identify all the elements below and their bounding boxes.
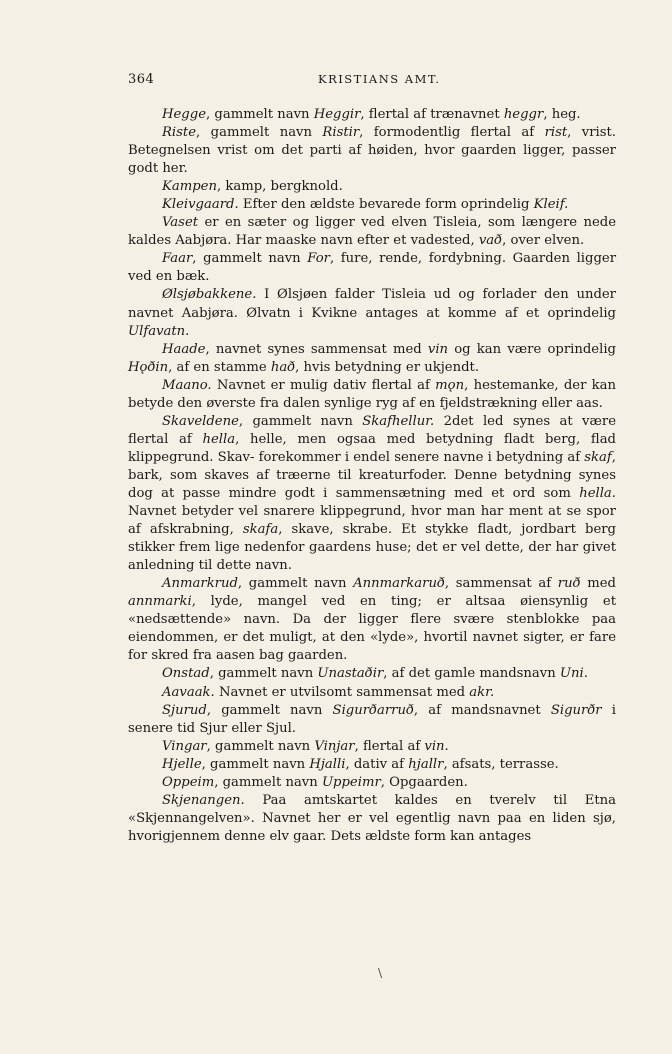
text-run: , hvis betydning er ukjendt. xyxy=(295,359,480,375)
text-run: , afsats, terrasse. xyxy=(443,756,559,772)
italic-term: Heggir xyxy=(313,107,361,122)
italic-term: Annmarkaruð xyxy=(353,576,445,592)
italic-term: hjallr xyxy=(408,756,444,772)
text-run: , skave, skrabe. Et stykke fladt, jordbart berg stikker frem lige nedenfor gaardens huse; det er vel dette, der har givet anledning til dette navn. xyxy=(128,522,616,574)
entry-paragraph xyxy=(128,124,616,178)
text-run: , heg. xyxy=(543,107,581,122)
text-run: Paa amtskartet kaldes en tverelv til Etna «Skjennangelven». Navnet her er vel egentlig navn paa en liden sjø, hvorigjennem denne elv gaar. Dets ældste form kan antages xyxy=(128,792,616,844)
text-run: 2det led synes at være flertal af xyxy=(128,413,616,447)
text-run: , gammelt navn xyxy=(192,251,308,267)
italic-term: Skafhellur. xyxy=(362,413,435,429)
text-run: , lyde, mangel ved en ting; er altsaa øiensynlig et «nedsættende» navn. Da der ligger flere svære stenblokke paa eiendommen, er det muligt, at den «lyde», hvortil navnet sigter, er fare for skred fra aasen bag gaarden. xyxy=(128,594,616,664)
entry-paragraph xyxy=(128,214,616,250)
text-run: , gammelt navn xyxy=(206,702,333,718)
entry-paragraph xyxy=(128,250,616,286)
italic-term: Vinjar xyxy=(314,738,355,754)
italic-term: hað xyxy=(270,359,296,375)
italic-term: Skjenangen. xyxy=(162,792,245,808)
italic-term: Hǫðin xyxy=(128,359,169,375)
italic-term: Uni. xyxy=(559,666,588,682)
text-run: , kamp, bergknold. xyxy=(216,179,343,195)
text-run: med xyxy=(580,576,616,592)
text-run: , gammelt navn xyxy=(214,774,322,790)
italic-term: vað xyxy=(478,233,503,249)
text-run: , af en stamme xyxy=(168,359,271,375)
italic-term: Vaset xyxy=(162,215,199,231)
text-run: I Ølsjøen falder Tisleia ud og forlader den under navnet Aabjøra. Ølvatn i Kvikne antages at komme af et oprindelig xyxy=(128,287,616,321)
italic-term: Unastaðir xyxy=(317,666,384,682)
entry-paragraph xyxy=(128,756,616,774)
text-run: er en sæter og ligger ved elven Tisleia, som længere nede kaldes Aabjøra. Har maaske navn efter et vadested, xyxy=(128,215,616,249)
text-run: , bark, som skaves af træerne til kreaturfoder. Denne betydning synes dog at passe mindre godt i sammensætning med et ord som xyxy=(128,449,616,501)
text-run: , Opgaarden. xyxy=(380,774,468,790)
italic-term: hella. xyxy=(579,485,616,501)
running-title: KRISTIANS AMT. xyxy=(318,72,441,86)
entry-paragraph xyxy=(128,774,616,792)
italic-term: annmarki xyxy=(128,594,192,610)
entry-paragraph xyxy=(128,413,616,575)
entry-paragraph xyxy=(128,665,616,683)
italic-term: Uppeimr xyxy=(321,774,381,790)
italic-term: Haade xyxy=(162,341,206,357)
italic-term: Anmarkrud xyxy=(162,576,238,592)
entry-paragraph xyxy=(128,377,616,413)
italic-term: For xyxy=(307,251,330,267)
italic-term: Hjelle xyxy=(162,756,202,772)
entry-paragraph xyxy=(128,341,616,377)
text-run: , over elven. xyxy=(502,233,585,249)
italic-term: Vingar xyxy=(162,738,207,754)
text-run: , gammelt navn xyxy=(238,413,363,429)
text-run: , sammensat af xyxy=(444,576,558,592)
italic-term: skaf xyxy=(584,449,612,465)
text-run: , gammelt navn xyxy=(237,576,354,592)
italic-term: Maano. xyxy=(162,377,212,393)
italic-term: Onstad xyxy=(162,666,210,682)
italic-term: Kampen xyxy=(162,179,217,195)
text-run: , gammelt navn xyxy=(201,756,310,772)
italic-term: Sigurðr xyxy=(550,702,602,718)
text-run: i senere tid Sjur eller Sjul. xyxy=(128,702,617,736)
page-number: 364 xyxy=(128,72,155,87)
stray-mark: \ xyxy=(378,966,383,980)
entry-paragraph xyxy=(128,178,616,196)
entry-paragraph xyxy=(128,106,616,124)
text-run: , af det gamle mandsnavn xyxy=(383,666,560,682)
text-run: , dativ af xyxy=(345,756,409,772)
italic-term: Sjurud xyxy=(162,702,207,718)
text-run: , formodentlig flertal af xyxy=(359,125,545,141)
text-run: , flertal af trænavnet xyxy=(360,107,504,122)
italic-term: hella xyxy=(202,431,236,447)
italic-term: Ulfavatn. xyxy=(128,323,190,339)
italic-term: vin xyxy=(427,341,449,357)
italic-term: ruð xyxy=(557,576,581,592)
italic-term: Aavaak. xyxy=(162,684,215,700)
text-run: , gammelt navn xyxy=(206,738,315,754)
entry-paragraph xyxy=(128,738,616,756)
italic-term: Ølsjøbakkene. xyxy=(162,287,257,303)
italic-term: Kleif. xyxy=(533,197,569,213)
text-run: , hestemanke, der kan betyde den øverste fra dalen synlige ryg af en fjeldstrækning eller aas. xyxy=(128,377,617,411)
italic-term: skafa xyxy=(242,522,279,538)
text-run: , gammelt navn xyxy=(206,107,314,122)
text-run: Navnet betyder vel snarere klippegrund, hvor man har ment at se spor af afskrabning, xyxy=(128,504,616,538)
italic-term: Oppeim xyxy=(162,774,215,790)
italic-term: Ristir xyxy=(322,125,360,141)
italic-term: mǫn xyxy=(435,377,465,393)
text-run: , flertal af xyxy=(354,738,425,754)
text-run: , fure, rende, fordybning. Gaarden ligger ved en bæk. xyxy=(128,251,616,285)
text-run: Navnet er mulig dativ flertal af xyxy=(211,377,436,393)
text-run: , helle, men ogsaa med betydning fladt berg, flad klippegrund. Skav- forekommer i endel senere navne i betydning af xyxy=(128,431,616,465)
entry-paragraph xyxy=(128,792,616,846)
italic-term: Hegge xyxy=(162,107,206,122)
italic-term: Sigurðarruð xyxy=(332,702,414,718)
text-run: , vrist. Betegnelsen vrist om det parti af høiden, hvor gaarden ligger, passer godt her. xyxy=(128,125,616,177)
entry-paragraph xyxy=(128,702,616,738)
text-run: , gammelt navn xyxy=(196,125,323,141)
italic-term: Kleivgaard. xyxy=(162,197,239,213)
italic-term: Hjalli xyxy=(309,756,346,772)
text-run: Efter den ældste bevarede form oprindelig xyxy=(238,197,534,213)
italic-term: rist xyxy=(544,125,568,141)
italic-term: vin. xyxy=(424,738,449,754)
entry-paragraph xyxy=(128,575,616,665)
text-run: Navnet er utvilsomt sammensat med xyxy=(214,684,470,700)
italic-term: akr. xyxy=(469,684,495,700)
entry-paragraph xyxy=(128,286,616,340)
body-text xyxy=(128,106,616,846)
entry-paragraph xyxy=(128,196,616,214)
text-run: og kan være oprindelig xyxy=(448,341,616,357)
text-run: , gammelt navn xyxy=(209,666,318,682)
italic-term: heggr xyxy=(503,107,544,122)
text-run: , af mandsnavnet xyxy=(413,702,551,718)
italic-term: Faar xyxy=(162,251,193,267)
italic-term: Riste xyxy=(162,125,197,141)
italic-term: Skaveldene xyxy=(162,413,239,429)
text-run: , navnet synes sammensat med xyxy=(205,341,428,357)
entry-paragraph xyxy=(128,684,616,702)
